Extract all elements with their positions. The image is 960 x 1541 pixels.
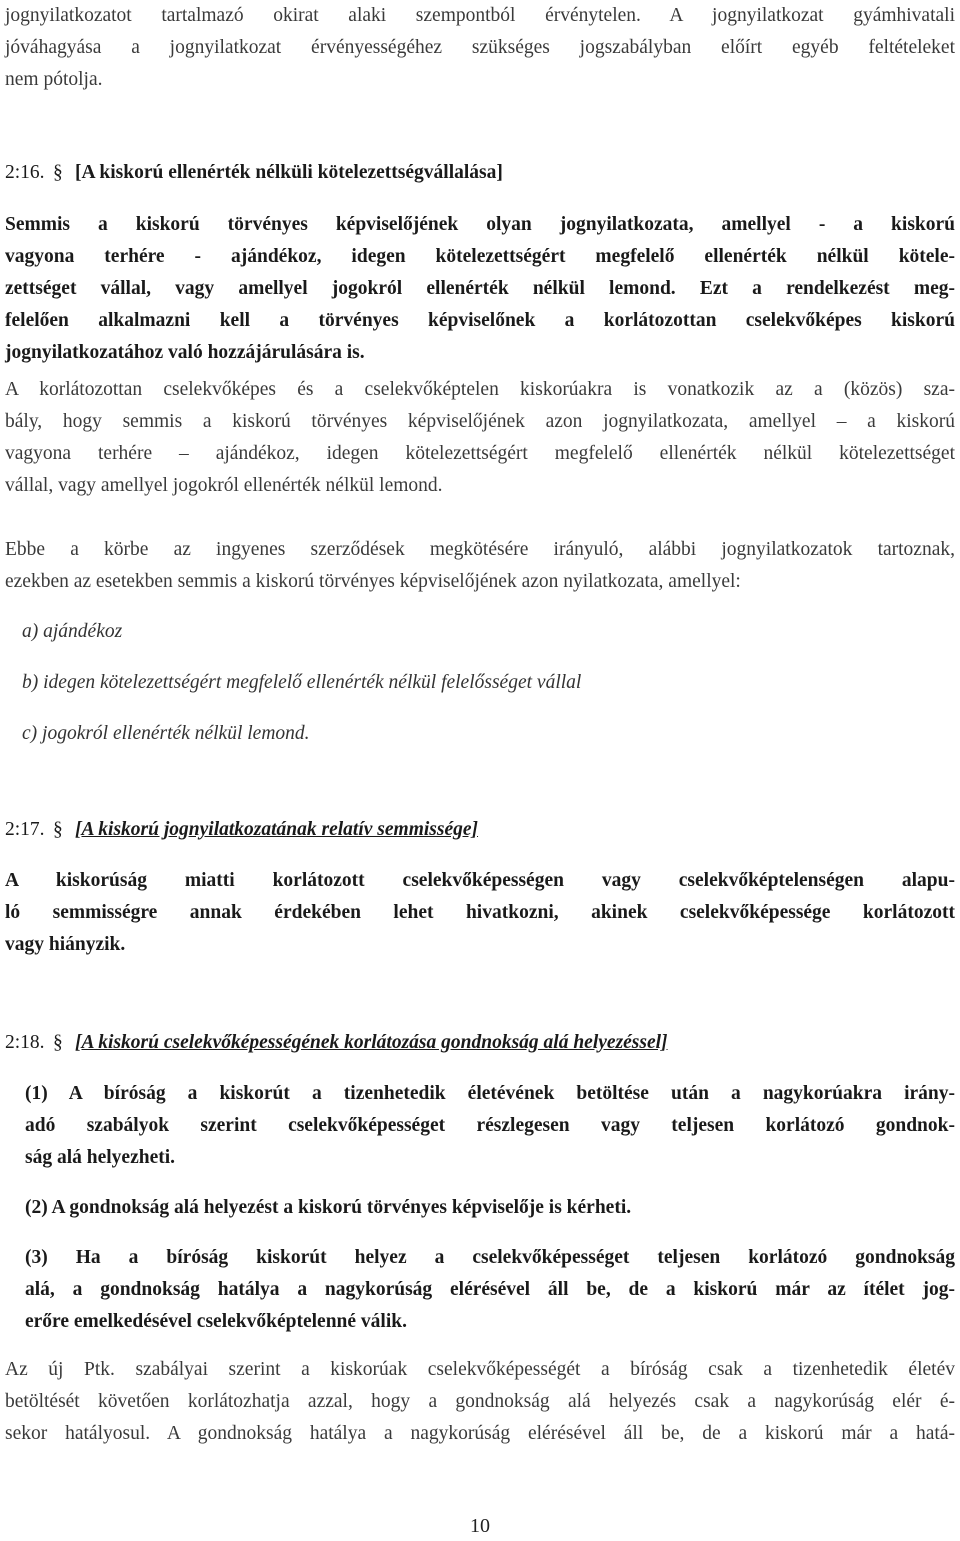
commentary-line: vállal, vagy amellyel jogokról ellenérték nélkül lemond. — [5, 475, 443, 496]
section-heading-2-18 — [5, 1027, 668, 1059]
commentary-paragraph — [5, 534, 955, 598]
commentary-line: Ebbe a körbe az ingyenes szerződések megkötésére irányuló, alábbi jognyilatkozatok tartoznak, — [5, 539, 955, 560]
section-heading-2-17 — [5, 814, 478, 846]
intro-line: jóváhagyása a jognyilatkozat érvényességéhez szükséges jogszabályban előírt egyéb feltételeket — [5, 37, 955, 58]
section-title: [A kiskorú jognyilatkozatának relatív semmissége] — [75, 819, 479, 840]
rule-line: vagyona terhére - ajándékoz, idegen kötelezettségért megfelelő ellenérték nélkül kötele- — [5, 246, 955, 267]
section-number: 2:16. — [5, 162, 45, 183]
rule-line: felelően alkalmazni kell a törvényes képviselőnek a korlátozottan cselekvőképes kiskorú — [5, 310, 955, 331]
section-sign: § — [53, 819, 63, 840]
section-number: 2:17. — [5, 819, 45, 840]
commentary-paragraph — [5, 374, 955, 502]
rule-line: (1) A bíróság a kiskorút a tizenhetedik életévének betöltése után a nagykorúakra irány- — [25, 1083, 955, 1104]
commentary-line: sekor hatályosul. A gondnokság hatálya a nagykorúság elérésével áll be, de a kiskorú már a hatá- — [5, 1423, 955, 1444]
section-heading-2-16 — [5, 157, 503, 189]
rule-line: (2) A gondnokság alá helyezést a kiskorú törvényes képviselője is kérheti. — [25, 1197, 632, 1218]
page-number: 10 — [470, 1515, 490, 1537]
intro-line: jognyilatkozatot tartalmazó okirat alaki szempontból érvénytelen. A jognyilatkozat gyámhivatali — [5, 5, 955, 26]
rule-line: ló semmisségre annak érdekében lehet hivatkozni, akinek cselekvőképessége korlátozott — [5, 902, 955, 923]
intro-paragraph — [5, 0, 955, 96]
commentary-paragraph — [5, 1354, 955, 1450]
rule-line: alá, a gondnokság hatálya a nagykorúság elérésével áll be, de a kiskorú már az ítélet jog- — [25, 1279, 955, 1300]
rule-line: (3) Ha a bíróság kiskorút helyez a cselekvőképességet teljesen korlátozó gondnokság — [25, 1247, 955, 1268]
rule-line: Semmis a kiskorú törvényes képviselőjének olyan jognyilatkozata, amellyel - a kiskorú — [5, 214, 955, 235]
rule-line: adó szabályok szerint cselekvőképességet részlegesen vagy teljesen korlátozó gondnok- — [25, 1115, 955, 1136]
section-number: 2:18. — [5, 1032, 45, 1053]
section-paragraph-3 — [25, 1242, 955, 1338]
list-item: a) ajándékoz — [22, 621, 123, 642]
commentary-line: bály, hogy semmis a kiskorú törvényes képviselőjének azon jognyilatkozata, amellyel – a kiskorú — [5, 411, 955, 432]
rule-line: vagy hiányzik. — [5, 934, 126, 955]
list-item: c) jogokról ellenérték nélkül lemond. — [22, 723, 310, 744]
commentary-line: ezekben az esetekben semmis a kiskorú törvényes képviselőjének azon nyilatkozata, amellyel: — [5, 571, 741, 592]
commentary-line: vagyona terhére – ajándékoz, idegen kötelezettségért megfelelő ellenérték nélkül kötelezettséget — [5, 443, 955, 464]
intro-line: nem pótolja. — [5, 69, 103, 90]
section-paragraph-2 — [25, 1192, 955, 1224]
section-rule-2-16 — [5, 209, 955, 369]
section-paragraph-1 — [25, 1078, 955, 1174]
section-rule-2-17 — [5, 865, 955, 961]
rule-line: ság alá helyezheti. — [25, 1147, 176, 1168]
section-title: [A kiskorú cselekvőképességének korlátozása gondnokság alá helyezéssel] — [75, 1032, 668, 1053]
rule-line: erőre emelkedésével cselekvőképtelenné válik. — [25, 1311, 407, 1332]
rule-line: zettséget vállal, vagy amellyel jogokról ellenérték nélkül lemond. Ezt a rendelkezést meg- — [5, 278, 955, 299]
rule-line: jognyilatkozatához való hozzájárulására is. — [5, 342, 365, 363]
commentary-line: A korlátozottan cselekvőképes és a cselekvőképtelen kiskorúakra is vonatkozik az a (közös) sza- — [5, 379, 955, 400]
section-title: [A kiskorú ellenérték nélküli kötelezettségvállalása] — [75, 162, 503, 183]
rule-line: A kiskorúság miatti korlátozott cselekvőképességen vagy cselekvőképtelenségen alapu- — [5, 870, 955, 891]
list-item: b) idegen kötelezettségért megfelelő ellenérték nélkül felelősséget vállal — [22, 672, 582, 693]
commentary-line: Az új Ptk. szabályai szerint a kiskorúak cselekvőképességét a bíróság csak a tizenhetedik életév — [5, 1359, 955, 1380]
section-sign: § — [53, 1032, 63, 1053]
commentary-line: betöltését követően korlátozhatja azzal, hogy a gondnokság alá helyezés csak a nagykorúság elér é- — [5, 1391, 955, 1412]
section-sign: § — [53, 162, 63, 183]
